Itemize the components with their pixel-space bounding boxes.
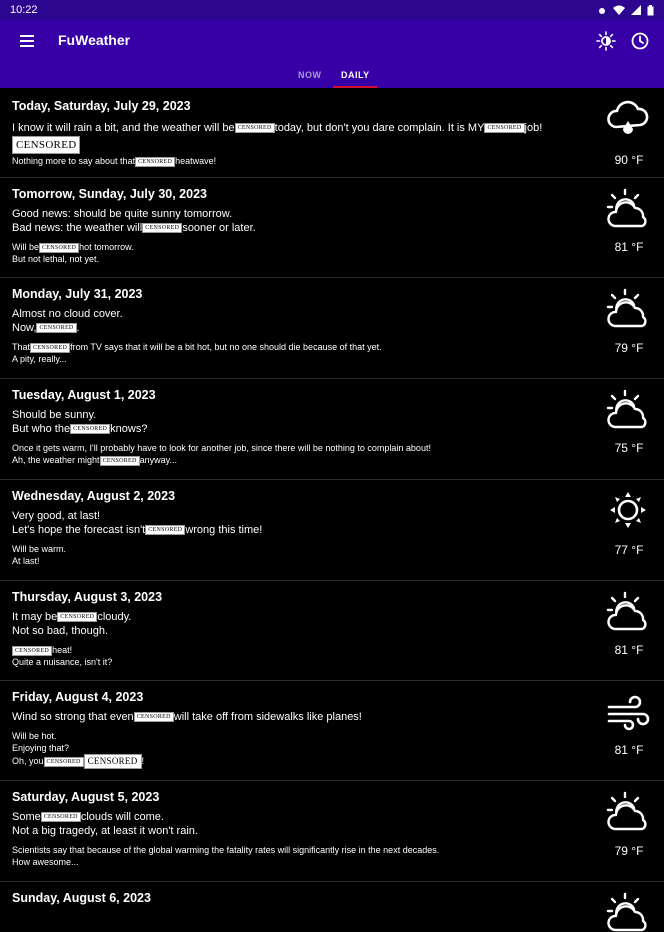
text: !	[141, 755, 145, 766]
forecast-temperature: 81 °F	[614, 643, 644, 657]
forecast-temperature: 81 °F	[614, 743, 644, 757]
wifi-icon	[613, 5, 625, 15]
forecast-date: Tuesday, August 1, 2023	[12, 388, 156, 402]
toolbar	[0, 20, 664, 62]
forecast-text	[12, 121, 592, 167]
forecast-row[interactable]	[0, 178, 664, 278]
censored-sticker: CENSORED	[145, 525, 185, 535]
forecast-line: Very good, at last!	[12, 510, 101, 522]
text: wrong this time!	[185, 524, 263, 536]
tab-bar	[0, 62, 664, 88]
forecast-note	[12, 341, 592, 353]
forecast-row[interactable]	[0, 90, 664, 178]
forecast-date: Tomorrow, Sunday, July 30, 2023	[12, 187, 207, 201]
forecast-date: Today, Saturday, July 29, 2023	[12, 99, 191, 113]
censored-sticker: CENSORED	[12, 136, 80, 154]
forecast-note: Quite a nuisance, isn't it?	[12, 657, 113, 667]
censored-sticker: CENSORED	[70, 424, 110, 434]
text: heat!	[52, 645, 73, 655]
tab-daily[interactable]: DAILY	[341, 70, 370, 80]
text: from TV says that it will be a bit hot, but no one should die because of that yet.	[70, 342, 382, 352]
text: heatwave!	[175, 156, 217, 166]
forecast-date: Saturday, August 5, 2023	[12, 790, 160, 804]
battery-icon	[647, 5, 654, 16]
forecast-line	[12, 221, 592, 235]
forecast-note	[12, 644, 592, 656]
forecast-line	[12, 121, 592, 135]
brightness-icon[interactable]	[596, 31, 616, 51]
forecast-note: Will be warm.	[12, 544, 67, 554]
text: But who the	[12, 423, 71, 435]
forecast-row[interactable]	[0, 480, 664, 581]
text: anyway...	[139, 455, 177, 465]
forecast-line	[12, 810, 592, 824]
forecast-note: Will be hot.	[12, 731, 57, 741]
forecast-temperature: 77 °F	[614, 543, 644, 557]
sun-icon	[605, 490, 651, 530]
forecast-temperature: 79 °F	[614, 341, 644, 355]
menu-icon[interactable]	[18, 31, 38, 51]
partly-cloudy-icon	[605, 591, 651, 631]
forecast-note: But not lethal, not yet.	[12, 254, 100, 264]
forecast-row[interactable]	[0, 882, 664, 912]
forecast-note: Scientists say that because of the global warming the fatality rates will significantly rise in the next decades.	[12, 845, 440, 855]
clock-icon[interactable]	[630, 31, 650, 51]
forecast-note: How awesome...	[12, 857, 79, 867]
text: knows?	[110, 423, 148, 435]
text: will take off from sidewalks like planes!	[173, 711, 362, 723]
forecast-line	[12, 523, 592, 537]
text: I know it will rain a bit, and the weather will be	[12, 122, 235, 134]
partly-cloudy-icon	[605, 288, 651, 328]
partly-cloudy-icon	[605, 791, 651, 831]
censored-sticker: CENSORED	[134, 712, 174, 722]
forecast-date: Monday, July 31, 2023	[12, 287, 143, 301]
forecast-row[interactable]	[0, 278, 664, 379]
partly-cloudy-icon	[605, 188, 651, 228]
cellular-icon	[631, 5, 641, 15]
forecast-line: Good news: should be quite sunny tomorrow.	[12, 208, 233, 220]
forecast-note: At last!	[12, 556, 40, 566]
forecast-text	[12, 207, 592, 265]
forecast-line: Not a big tragedy, at least it won't rain.	[12, 825, 198, 837]
forecast-text	[12, 408, 592, 466]
forecast-row[interactable]	[0, 379, 664, 480]
forecast-text	[12, 509, 592, 567]
censored-sticker: CENSORED	[39, 243, 79, 253]
censored-sticker: CENSORED	[44, 757, 84, 767]
forecast-temperature: 79 °F	[614, 844, 644, 858]
text: Let's hope the forecast isn't	[12, 524, 146, 536]
text: Will be	[12, 242, 40, 252]
forecast-text	[12, 610, 592, 668]
censored-sticker: CENSORED	[12, 646, 52, 656]
status-icons	[597, 5, 654, 16]
forecast-text	[12, 307, 592, 365]
forecast-line: Should be sunny.	[12, 409, 97, 421]
forecast-note	[12, 754, 592, 769]
text: Now,	[12, 322, 37, 334]
text: Ah, the weather might	[12, 455, 100, 465]
forecast-note: Enjoying that?	[12, 743, 70, 753]
tab-now[interactable]: NOW	[298, 70, 322, 80]
forecast-line	[12, 710, 592, 724]
forecast-line	[12, 610, 592, 624]
forecast-row[interactable]	[0, 781, 664, 882]
forecast-note: Once it gets warm, I'll probably have to look for another job, since there will be nothing to complain about!	[12, 443, 431, 453]
forecast-line	[12, 321, 592, 335]
wind-icon	[605, 693, 651, 733]
text: Wind so strong that even	[12, 711, 134, 723]
forecast-line: Almost no cloud cover.	[12, 308, 123, 320]
censored-sticker: CENSORED	[484, 123, 524, 133]
censored-sticker: CENSORED	[57, 612, 97, 622]
censored-sticker: CENSORED	[100, 456, 140, 466]
text: Bad news: the weather will	[12, 222, 143, 234]
text: hot tomorrow.	[79, 242, 134, 252]
forecast-temperature: 75 °F	[614, 441, 644, 455]
censored-sticker: CENSORED	[41, 812, 81, 822]
text: job!	[524, 122, 543, 134]
partly-cloudy-icon	[605, 892, 651, 932]
censored-sticker: CENSORED	[142, 223, 182, 233]
forecast-date: Wednesday, August 2, 2023	[12, 489, 176, 503]
app-title: FuWeather	[58, 32, 131, 48]
text: clouds will come.	[80, 811, 164, 823]
text: It may be	[12, 611, 58, 623]
text: cloudy.	[97, 611, 132, 623]
status-time: 10:22	[10, 4, 38, 16]
rain-cloud-icon	[605, 100, 651, 140]
forecast-note: A pity, really...	[12, 354, 67, 364]
text: sooner or later.	[182, 222, 256, 234]
forecast-row[interactable]	[0, 681, 664, 781]
text: .	[76, 322, 80, 334]
censored-sticker: CENSORED	[84, 754, 142, 769]
signal-icon	[597, 5, 607, 15]
forecast-line	[12, 422, 592, 436]
text: today, but don't you dare complain. It is MY	[274, 122, 485, 134]
forecast-note	[12, 155, 592, 167]
forecast-date: Sunday, August 6, 2023	[12, 891, 151, 905]
app-bar	[0, 20, 664, 88]
forecast-note	[12, 241, 592, 253]
forecast-date: Thursday, August 3, 2023	[12, 590, 163, 604]
censored-sticker: CENSORED	[30, 343, 70, 353]
text: Some	[12, 811, 41, 823]
text: Nothing more to say about that	[12, 156, 136, 166]
forecast-temperature: 81 °F	[614, 240, 644, 254]
forecast-date: Friday, August 4, 2023	[12, 690, 144, 704]
censored-sticker: CENSORED	[135, 157, 175, 167]
forecast-line: Not so bad, though.	[12, 625, 109, 637]
status-bar	[0, 0, 664, 20]
censored-sticker: CENSORED	[235, 123, 275, 133]
forecast-row[interactable]	[0, 581, 664, 681]
forecast-text	[12, 710, 592, 769]
partly-cloudy-icon	[605, 389, 651, 429]
tab-indicator	[333, 86, 377, 88]
forecast-text	[12, 810, 592, 868]
forecast-note	[12, 454, 592, 466]
censored-sticker: CENSORED	[36, 323, 76, 333]
forecast-line	[12, 135, 592, 155]
text: Oh, you	[12, 755, 44, 766]
text: That	[12, 342, 31, 352]
forecast-temperature: 90 °F	[614, 153, 644, 167]
